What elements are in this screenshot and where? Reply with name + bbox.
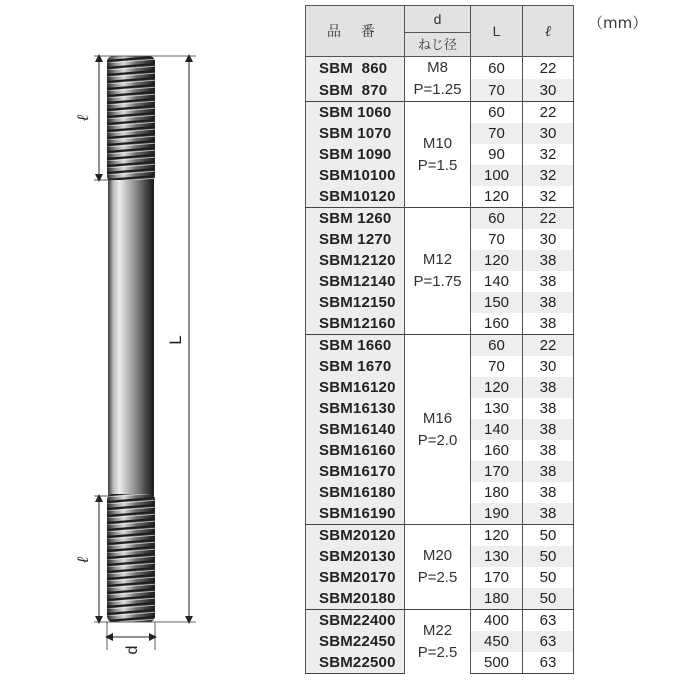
cell-thread-length: 38 — [523, 250, 574, 271]
cell-code: SBM 870 — [306, 79, 405, 102]
cell-length: 140 — [471, 419, 523, 440]
cell-length: 170 — [471, 461, 523, 482]
cell-thread-length: 22 — [523, 57, 574, 80]
spec-table — [305, 5, 574, 674]
cell-code: SBM20180 — [306, 588, 405, 610]
cell-code: SBM 1090 — [306, 144, 405, 165]
cell-thread — [405, 525, 471, 610]
cell-thread-length: 50 — [523, 588, 574, 610]
cell-thread-length: 22 — [523, 102, 574, 124]
thread-size: M22 — [422, 621, 453, 639]
cell-thread-length: 38 — [523, 313, 574, 335]
cell-code: SBM22500 — [306, 652, 405, 674]
cell-length: 70 — [471, 123, 523, 144]
cell-length: 160 — [471, 440, 523, 461]
cell-thread-length: 38 — [523, 503, 574, 525]
cell-thread — [405, 57, 471, 102]
cell-thread-length: 38 — [523, 292, 574, 313]
cell-length: 180 — [471, 482, 523, 503]
lower-thread — [107, 494, 155, 622]
cell-thread — [405, 208, 471, 335]
cell-length: 150 — [471, 292, 523, 313]
stud-bolt-diagram — [0, 0, 300, 700]
cell-thread-length: 30 — [523, 79, 574, 102]
cell-code: SBM16130 — [306, 398, 405, 419]
cell-length: 60 — [471, 335, 523, 357]
thread-pitch: P=2.5 — [417, 569, 458, 586]
label-lower-ell: ℓ — [73, 556, 92, 564]
table-row — [306, 208, 574, 230]
upper-thread — [107, 56, 155, 182]
cell-thread-length: 30 — [523, 356, 574, 377]
header-d: d — [405, 6, 471, 33]
cell-code: SBM 1270 — [306, 229, 405, 250]
cell-length: 500 — [471, 652, 523, 674]
cell-thread-length: 32 — [523, 165, 574, 186]
thread-pitch: P=1.5 — [417, 156, 458, 174]
thread-size: M8 — [427, 59, 448, 76]
table-row — [306, 57, 574, 80]
cell-length: 180 — [471, 588, 523, 610]
table-row — [306, 610, 574, 632]
cell-code: SBM16180 — [306, 482, 405, 503]
cell-thread-length: 38 — [523, 419, 574, 440]
table-row — [306, 525, 574, 547]
label-upper-ell: ℓ — [73, 114, 92, 122]
unit-label: （mm） — [588, 14, 648, 32]
cell-code: SBM16190 — [306, 503, 405, 525]
cell-length: 130 — [471, 398, 523, 419]
cell-thread-length: 50 — [523, 546, 574, 567]
cell-code: SBM 860 — [306, 57, 405, 80]
cell-code: SBM16160 — [306, 440, 405, 461]
thread-size: M16 — [422, 409, 453, 427]
cell-thread — [405, 102, 471, 208]
label-L: L — [166, 335, 185, 345]
thread-pitch: P=1.75 — [413, 273, 462, 290]
cell-code: SBM 1260 — [306, 208, 405, 230]
cell-thread-length: 50 — [523, 567, 574, 588]
cell-length: 450 — [471, 631, 523, 652]
cell-thread-length: 50 — [523, 525, 574, 547]
cell-code: SBM22400 — [306, 610, 405, 632]
cell-length: 160 — [471, 313, 523, 335]
cell-length: 70 — [471, 229, 523, 250]
cell-thread-length: 32 — [523, 186, 574, 208]
cell-thread — [405, 335, 471, 525]
cell-length: 120 — [471, 377, 523, 398]
cell-code: SBM12140 — [306, 271, 405, 292]
cell-thread-length: 30 — [523, 123, 574, 144]
cell-length: 60 — [471, 208, 523, 230]
cell-code: SBM20120 — [306, 525, 405, 547]
cell-length: 400 — [471, 610, 523, 632]
thread-pitch: P=2.0 — [417, 431, 458, 449]
header-L: L — [471, 6, 523, 57]
table-row — [306, 102, 574, 124]
cell-code: SBM 1060 — [306, 102, 405, 124]
cell-thread-length: 38 — [523, 482, 574, 503]
cell-length: 190 — [471, 503, 523, 525]
cell-code: SBM16170 — [306, 461, 405, 482]
cell-length: 130 — [471, 546, 523, 567]
cell-length: 120 — [471, 250, 523, 271]
cell-length: 120 — [471, 525, 523, 547]
cell-code: SBM20130 — [306, 546, 405, 567]
cell-thread-length: 63 — [523, 610, 574, 632]
header-thread-size: ねじ径 — [405, 33, 471, 57]
cell-length: 140 — [471, 271, 523, 292]
cell-code: SBM20170 — [306, 567, 405, 588]
table-row — [306, 335, 574, 357]
cell-thread-length: 38 — [523, 398, 574, 419]
cell-thread-length: 30 — [523, 229, 574, 250]
cell-length: 120 — [471, 186, 523, 208]
cell-thread-length: 63 — [523, 652, 574, 674]
thread-size: M20 — [422, 547, 453, 564]
cell-code: SBM10120 — [306, 186, 405, 208]
cell-code: SBM22450 — [306, 631, 405, 652]
thread-size: M10 — [422, 134, 453, 152]
spec-table-body — [306, 57, 574, 674]
cell-thread-length: 32 — [523, 144, 574, 165]
cell-length: 70 — [471, 79, 523, 102]
header-code: 品 番 — [306, 6, 405, 57]
label-d: d — [124, 645, 141, 655]
header-ell: ℓ — [523, 6, 574, 57]
cell-length: 90 — [471, 144, 523, 165]
cell-length: 60 — [471, 57, 523, 80]
thread-pitch: P=2.5 — [417, 643, 458, 661]
cell-code: SBM12160 — [306, 313, 405, 335]
cell-thread-length: 38 — [523, 377, 574, 398]
thread-size: M12 — [422, 251, 453, 268]
cell-code: SBM12120 — [306, 250, 405, 271]
cell-thread-length: 38 — [523, 461, 574, 482]
cell-code: SBM16140 — [306, 419, 405, 440]
cell-length: 60 — [471, 102, 523, 124]
cell-code: SBM 1660 — [306, 335, 405, 357]
cell-thread-length: 63 — [523, 631, 574, 652]
cell-thread-length: 22 — [523, 335, 574, 357]
cell-thread-length: 38 — [523, 440, 574, 461]
cell-thread-length: 38 — [523, 271, 574, 292]
cell-length: 100 — [471, 165, 523, 186]
cell-thread-length: 22 — [523, 208, 574, 230]
shaft — [108, 180, 154, 496]
cell-code: SBM10100 — [306, 165, 405, 186]
cell-code: SBM12150 — [306, 292, 405, 313]
cell-code: SBM 1670 — [306, 356, 405, 377]
cell-code: SBM16120 — [306, 377, 405, 398]
thread-pitch: P=1.25 — [413, 81, 462, 98]
cell-code: SBM 1070 — [306, 123, 405, 144]
cell-length: 70 — [471, 356, 523, 377]
cell-length: 170 — [471, 567, 523, 588]
cell-thread — [405, 610, 471, 674]
